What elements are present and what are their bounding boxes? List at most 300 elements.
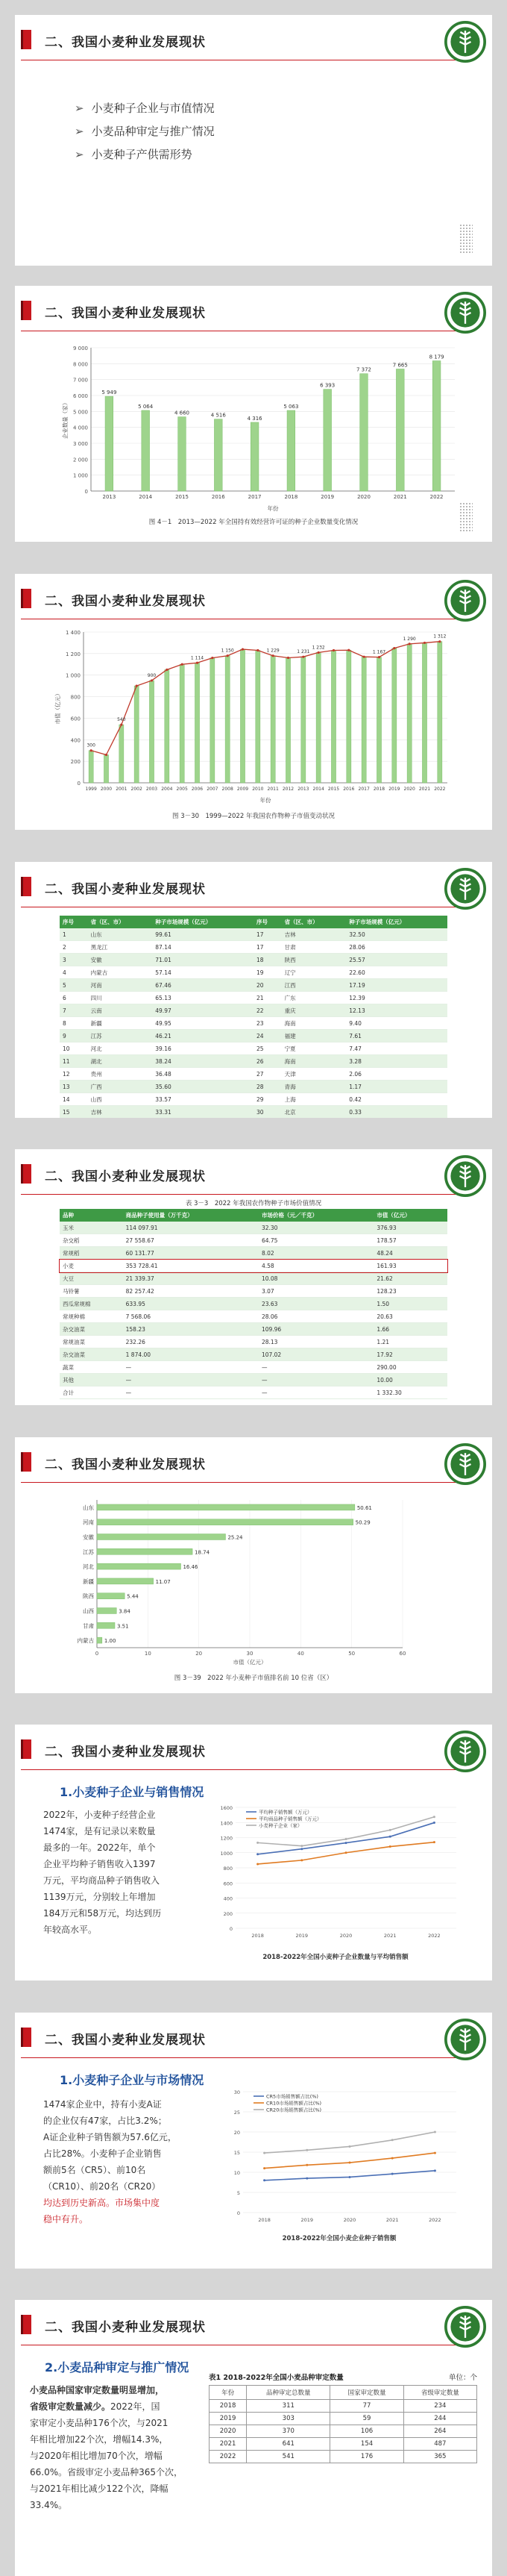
table-cell: 6: [60, 992, 88, 1004]
table-cell: 3: [60, 954, 88, 966]
column-header: 序号: [60, 916, 88, 928]
table-row: [60, 992, 447, 1004]
x-tick-label: 2020: [403, 787, 415, 792]
table-cell: 小麦: [60, 1260, 123, 1272]
y-tick-label: 0: [229, 1926, 233, 1932]
para-line: 2022年，小麦种子经营企业: [43, 1810, 156, 1820]
x-tick-label: 2022: [429, 494, 444, 500]
table-cell: 1 332.30: [374, 1387, 447, 1399]
table-row: [60, 1222, 447, 1234]
bar: [178, 417, 186, 491]
table-cell: 21.62: [374, 1272, 447, 1285]
trend-point: [347, 649, 350, 651]
y-tick-label: 600: [223, 1881, 233, 1887]
slide-accent-bar: [21, 877, 31, 896]
column-header: 品种: [60, 1209, 123, 1222]
bar: [105, 396, 113, 491]
table-cell: 杂交油菜: [60, 1323, 123, 1336]
table-cell: 25.57: [346, 954, 447, 966]
trend-point: [318, 651, 320, 654]
x-axis-title: 年份: [259, 797, 271, 804]
market-concentration-line-chart: [216, 2087, 462, 2229]
y-tick-label: 600: [70, 716, 81, 722]
table-cell: 39.16: [152, 1042, 254, 1055]
y-tick-label: 山西: [83, 1607, 94, 1615]
table-cell: 38.24: [152, 1055, 254, 1068]
table-cell: 河南: [88, 979, 153, 992]
data-label: 5 064: [138, 403, 154, 410]
table-row: [210, 2451, 477, 2463]
table-cell: 甘肃: [282, 941, 347, 954]
table-cell: 27: [254, 1068, 282, 1081]
table-row: [60, 1030, 447, 1042]
table-cell: 广东: [282, 992, 347, 1004]
table-cell: 46.21: [152, 1030, 254, 1042]
table-row: [60, 979, 447, 992]
table-cell: 99.61: [152, 928, 254, 941]
table-cell: 109.96: [259, 1323, 374, 1336]
series-point: [300, 1859, 303, 1861]
variety-approval-table: [209, 2385, 477, 2463]
y-axis-title: 企业数量（家）: [62, 399, 69, 440]
data-label: 1 231: [297, 649, 310, 655]
dot-pattern: [459, 502, 473, 532]
table-cell: 7 568.06: [123, 1310, 259, 1323]
table-row: [60, 1323, 447, 1336]
y-tick-label: 200: [70, 759, 81, 766]
table-cell: 辽宁: [282, 966, 347, 979]
y-tick-label: 2 000: [72, 457, 88, 463]
table-cell: 常规种棉: [60, 1310, 123, 1323]
series-line: [265, 2132, 435, 2153]
bar: [97, 1519, 353, 1525]
table-cell: 311: [247, 2400, 330, 2413]
table-row: [210, 2438, 477, 2451]
trend-point: [378, 656, 380, 658]
crop-value-table: [60, 1209, 447, 1399]
table-cell: 107.02: [259, 1348, 374, 1361]
table-cell: 4.58: [259, 1260, 374, 1272]
series-point: [349, 2176, 351, 2178]
table-cell: 244: [403, 2413, 476, 2425]
x-axis-title: 市值（亿元）: [233, 1659, 267, 1666]
series-point: [433, 1822, 435, 1824]
x-tick-label: 2015: [327, 787, 340, 792]
slide-3: [15, 574, 492, 830]
x-tick-label: 2011: [267, 787, 279, 792]
x-tick-label: 2016: [211, 494, 225, 500]
section-subheading: 1.小麦种子企业与市场情况: [60, 2073, 204, 2087]
para-line: 的企业仅有47家，占比3.2%；: [43, 2116, 167, 2126]
y-tick-label: 山东: [83, 1504, 94, 1511]
series-point: [300, 1845, 303, 1847]
table-cell: —: [123, 1387, 259, 1399]
para-line-bold: 小麦品种国家审定数量明显增加，: [30, 2385, 165, 2395]
table-cell: 71.01: [152, 954, 254, 966]
data-label: 900: [147, 672, 157, 678]
x-tick-label: 2014: [139, 494, 153, 500]
table-cell: 353 728.41: [123, 1260, 259, 1272]
table-cell: 2018: [210, 2400, 247, 2413]
trend-point: [409, 643, 411, 645]
bar: [97, 1608, 116, 1614]
y-tick-label: 1600: [220, 1805, 233, 1811]
trend-point: [287, 657, 289, 659]
table-cell: —: [259, 1374, 374, 1387]
series-point: [306, 2164, 308, 2166]
table-cell: 114 097.91: [123, 1222, 259, 1234]
title-underline: [21, 1482, 465, 1483]
x-tick-label: 20: [195, 1651, 203, 1657]
table-cell: 2: [60, 941, 88, 954]
bar: [210, 658, 215, 783]
data-label: 5 063: [283, 403, 299, 410]
table-header-row: [210, 2386, 477, 2400]
bar: [149, 681, 154, 783]
x-tick-label: 2012: [282, 787, 295, 792]
x-tick-label: 2002: [130, 787, 142, 792]
slide-2: [15, 286, 492, 542]
bar: [432, 361, 441, 491]
y-tick-label: 内蒙古: [77, 1637, 94, 1645]
column-header: 国家审定数量: [330, 2386, 403, 2400]
data-label: 5.44: [127, 1593, 139, 1600]
table-cell: 重庆: [282, 1004, 347, 1017]
table-cell: 1.66: [374, 1323, 447, 1336]
column-header: 种子市场规模（亿元）: [346, 916, 447, 928]
data-label: 1 312: [433, 634, 447, 640]
table-cell: 5: [60, 979, 88, 992]
y-tick-label: 0: [77, 781, 81, 787]
table-cell: 山东: [88, 928, 153, 941]
y-tick-label: 25: [233, 2110, 240, 2116]
table-cell: 江西: [282, 979, 347, 992]
wheat-logo-icon: [444, 292, 486, 334]
table-row: [60, 1017, 447, 1030]
table-cell: 2020: [210, 2425, 247, 2438]
data-label: 300: [86, 743, 95, 748]
table-cell: 1.21: [374, 1336, 447, 1348]
x-tick-label: 40: [297, 1651, 304, 1657]
bar: [97, 1622, 115, 1628]
figure-caption: 图 3－30 1999—2022 年我国农作物种子市值变动状况: [172, 813, 335, 820]
table-cell: 山西: [88, 1093, 153, 1106]
table-cell: 106: [330, 2425, 403, 2438]
bar: [97, 1504, 355, 1510]
trend-point: [120, 723, 122, 725]
y-tick-label: 1400: [220, 1820, 233, 1827]
x-tick-label: 2006: [191, 787, 204, 792]
bar: [286, 657, 290, 783]
table-caption: 表 3－3 2022 年我国农作物种子市场价值情况: [185, 1200, 322, 1207]
table-row: [60, 954, 447, 966]
table-cell: 17.19: [346, 979, 447, 992]
trend-point: [151, 679, 153, 681]
para-line: A证企业种子销售额为57.6亿元，: [43, 2132, 177, 2142]
bar: [240, 649, 245, 783]
x-tick-label: 2018: [284, 494, 298, 500]
x-tick-label: 2022: [434, 787, 446, 792]
table-cell: 青海: [282, 1081, 347, 1093]
data-label: 1 114: [190, 655, 204, 661]
y-tick-label: 新疆: [83, 1578, 94, 1585]
table-cell: 海南: [282, 1017, 347, 1030]
chart-title: 2018-2022年全国小麦企业种子销售额: [282, 2235, 397, 2242]
legend-label: 小麦种子企业（家）: [259, 1822, 303, 1829]
table-row: [60, 1260, 447, 1272]
slide-title: 二、我国小麦种业发展现状: [45, 2320, 206, 2335]
table-cell: 1.50: [374, 1298, 447, 1310]
table-row: [60, 1093, 447, 1106]
x-tick-label: 30: [246, 1651, 254, 1657]
y-tick-label: 15: [233, 2150, 240, 2156]
table-cell: —: [259, 1361, 374, 1374]
data-label: 3.51: [116, 1623, 129, 1630]
para-line: 66.0%。省级审定小麦品种365个次，: [30, 2467, 183, 2477]
slide-accent-bar: [21, 2315, 31, 2334]
bar: [165, 670, 169, 784]
table-row: [60, 1348, 447, 1361]
x-tick-label: 2021: [418, 787, 431, 792]
table-row: [60, 1234, 447, 1247]
slide-title: 二、我国小麦种业发展现状: [45, 594, 206, 609]
body-paragraph: [43, 2096, 215, 2228]
table-row: [60, 928, 447, 941]
series-point: [434, 2169, 436, 2172]
table-cell: 杂交油菜: [60, 1348, 123, 1361]
x-axis-title: 年份: [267, 505, 279, 512]
table-cell: 12.13: [346, 1004, 447, 1017]
slide-title: 二、我国小麦种业发展现状: [45, 1457, 206, 1472]
series-point: [256, 1853, 259, 1855]
trend-point: [166, 669, 168, 671]
table-cell: 77: [330, 2400, 403, 2413]
series-point: [391, 2157, 394, 2160]
para-line: 最多的一年。2022年，单个: [43, 1842, 156, 1853]
trend-line: [91, 642, 440, 755]
wheat-logo-icon: [444, 1443, 486, 1485]
table-cell: 178.57: [374, 1234, 447, 1247]
table-cell: 49.97: [152, 1004, 254, 1017]
slide-accent-bar: [21, 30, 31, 49]
table-cell: 四川: [88, 992, 153, 1004]
table-cell: 11: [60, 1055, 88, 1068]
y-tick-label: 河北: [83, 1563, 94, 1571]
trend-point: [333, 649, 335, 651]
table-cell: 新疆: [88, 1017, 153, 1030]
column-header: 序号: [254, 916, 282, 928]
para-line: 与2021年相比减少122个次，降幅: [30, 2483, 169, 2494]
table-cell: 湖北: [88, 1055, 153, 1068]
table-cell: 33.57: [152, 1093, 254, 1106]
table-cell: 20.63: [374, 1310, 447, 1323]
table-cell: 9: [60, 1030, 88, 1042]
column-header: 品种审定总数量: [247, 2386, 330, 2400]
figure-caption: 图 3－39 2022 年小麦种子市值排名前 10 位省（区）: [174, 1675, 333, 1682]
series-point: [263, 2152, 265, 2154]
bar: [97, 1637, 102, 1643]
body-paragraph: [43, 1807, 207, 1938]
data-label: 8 179: [429, 354, 444, 360]
table-cell: 87.14: [152, 941, 254, 954]
slide-title: 二、我国小麦种业发展现状: [45, 2033, 206, 2048]
column-header: 省（区、市）: [88, 916, 153, 928]
table-cell: 633.95: [123, 1298, 259, 1310]
legend-label: 平均商品种子销售额（万元）: [259, 1816, 322, 1822]
table-cell: 23.63: [259, 1298, 374, 1310]
para-line: 占比28%。小麦种子企业销售: [43, 2148, 162, 2159]
table-row: [210, 2413, 477, 2425]
x-tick-label: 2020: [343, 2217, 356, 2223]
table-cell: 2019: [210, 2413, 247, 2425]
series-point: [306, 2178, 308, 2180]
column-header: 种子市场规模（亿元）: [152, 916, 254, 928]
table-cell: 吉林: [88, 1106, 153, 1119]
slide-5: [15, 1149, 492, 1405]
series-point: [433, 1841, 435, 1843]
series-point: [389, 1845, 391, 1848]
table-cell: 大豆: [60, 1272, 123, 1285]
trend-point: [423, 642, 426, 644]
x-tick-label: 50: [348, 1651, 356, 1657]
x-tick-label: 2021: [385, 2217, 399, 2223]
table-cell: 25: [254, 1042, 282, 1055]
table-cell: 487: [403, 2438, 476, 2451]
bar: [324, 390, 332, 491]
x-tick-label: 2020: [357, 494, 371, 500]
slide-accent-bar: [21, 1739, 31, 1759]
series-point: [345, 1838, 347, 1840]
y-tick-label: 9 000: [72, 346, 88, 351]
table-cell: 17.92: [374, 1348, 447, 1361]
wheat-logo-icon: [444, 2306, 486, 2348]
table-cell: 常规油菜: [60, 1336, 123, 1348]
column-header: 市场价格（元／千克）: [259, 1209, 374, 1222]
table-cell: 7.61: [346, 1030, 447, 1042]
x-tick-label: 0: [95, 1651, 99, 1657]
slide-accent-bar: [21, 2028, 31, 2047]
data-label: 4 516: [210, 412, 226, 419]
data-label: 50.61: [356, 1504, 372, 1511]
trend-point: [242, 648, 244, 650]
para-line: 33.4%。: [30, 2500, 68, 2510]
table-cell: 7: [60, 1004, 88, 1017]
title-underline: [21, 2057, 465, 2058]
table-cell: 32.50: [346, 928, 447, 941]
table-cell: 541: [247, 2451, 330, 2463]
series-point: [345, 1851, 347, 1854]
table-cell: 27 558.67: [123, 1234, 259, 1247]
table-cell: 玉米: [60, 1222, 123, 1234]
table-cell: 21: [254, 992, 282, 1004]
table-cell: 2021: [210, 2438, 247, 2451]
para-line: 与2020年相比增加70个次，增幅: [30, 2451, 163, 2461]
y-tick-label: 1200: [220, 1835, 233, 1842]
table-cell: 17: [254, 941, 282, 954]
x-tick-label: 60: [399, 1651, 406, 1657]
data-label: 1 167: [372, 649, 386, 655]
table-cell: 64.75: [259, 1234, 374, 1247]
trend-point: [227, 654, 229, 657]
table-cell: 641: [247, 2438, 330, 2451]
trend-point: [272, 654, 274, 657]
table-cell: 35.60: [152, 1081, 254, 1093]
para-bold-fragment: 省级审定数量减少。: [30, 2401, 111, 2412]
para-line: 均达到历史新高。市场集中度: [43, 2198, 160, 2208]
x-tick-label: 2013: [102, 494, 116, 500]
table-row: [210, 2400, 477, 2413]
table-cell: 海南: [282, 1055, 347, 1068]
bar: [104, 754, 108, 783]
title-underline: [21, 1194, 465, 1195]
table-cell: 65.13: [152, 992, 254, 1004]
legend-label: CR10市场销售额占比(%): [266, 2100, 322, 2107]
table-cell: 2.06: [346, 1068, 447, 1081]
table-row: [60, 941, 447, 954]
wheat-logo-icon: [444, 580, 486, 622]
table-cell: 22: [254, 1004, 282, 1017]
para-line: （CR10）、前20名（CR20）: [43, 2181, 161, 2192]
table-cell: 176: [330, 2451, 403, 2463]
table-cell: 4: [60, 966, 88, 979]
series-line: [265, 2153, 435, 2169]
x-tick-label: 2007: [207, 787, 218, 792]
y-tick-label: 6 000: [72, 393, 88, 399]
data-label: 4 316: [247, 415, 262, 422]
y-tick-label: 10: [233, 2170, 240, 2176]
crop-value-table-wrap: [60, 1209, 447, 1399]
table-cell: 82 257.42: [123, 1285, 259, 1298]
x-tick-label: 2004: [161, 787, 173, 792]
x-tick-label: 2015: [175, 494, 189, 500]
para-line: 额前5名（CR5）、前10名: [43, 2165, 146, 2175]
table-cell: 28.13: [259, 1336, 374, 1348]
table-cell: 14: [60, 1093, 88, 1106]
data-label: 4 660: [174, 410, 190, 416]
table-cell: 3.07: [259, 1285, 374, 1298]
bar: [97, 1593, 125, 1599]
bar: [438, 642, 442, 783]
x-tick-label: 2010: [252, 787, 264, 792]
bar: [360, 374, 368, 491]
table-cell: 19: [254, 966, 282, 979]
series-point: [349, 2162, 351, 2164]
bar: [214, 419, 222, 491]
table-row: [60, 1285, 447, 1298]
column-header: 商品种子使用量（万千克）: [123, 1209, 259, 1222]
table-row: [60, 1042, 447, 1055]
para-line: [30, 2398, 198, 2415]
table-cell: 宁夏: [282, 1042, 347, 1055]
slide-accent-bar: [21, 1164, 31, 1184]
bar: [251, 422, 259, 491]
y-tick-label: 甘肃: [83, 1622, 94, 1630]
body-paragraph: [30, 2382, 198, 2513]
table-header-row: [60, 916, 447, 928]
y-tick-label: 800: [223, 1866, 233, 1872]
table-cell: 10.00: [374, 1374, 447, 1387]
trend-point: [181, 663, 183, 666]
table-cell: 232.26: [123, 1336, 259, 1348]
slide-accent-bar: [21, 1452, 31, 1472]
y-tick-label: 200: [223, 1910, 233, 1917]
table-cell: 290.00: [374, 1361, 447, 1374]
bullet-list: [75, 97, 215, 166]
chart-title: 2018-2022年全国小麦种子企业数量与平均销售额: [262, 1954, 409, 1961]
table-row: [60, 1068, 447, 1081]
bar: [287, 410, 295, 491]
table-cell: 2022: [210, 2451, 247, 2463]
